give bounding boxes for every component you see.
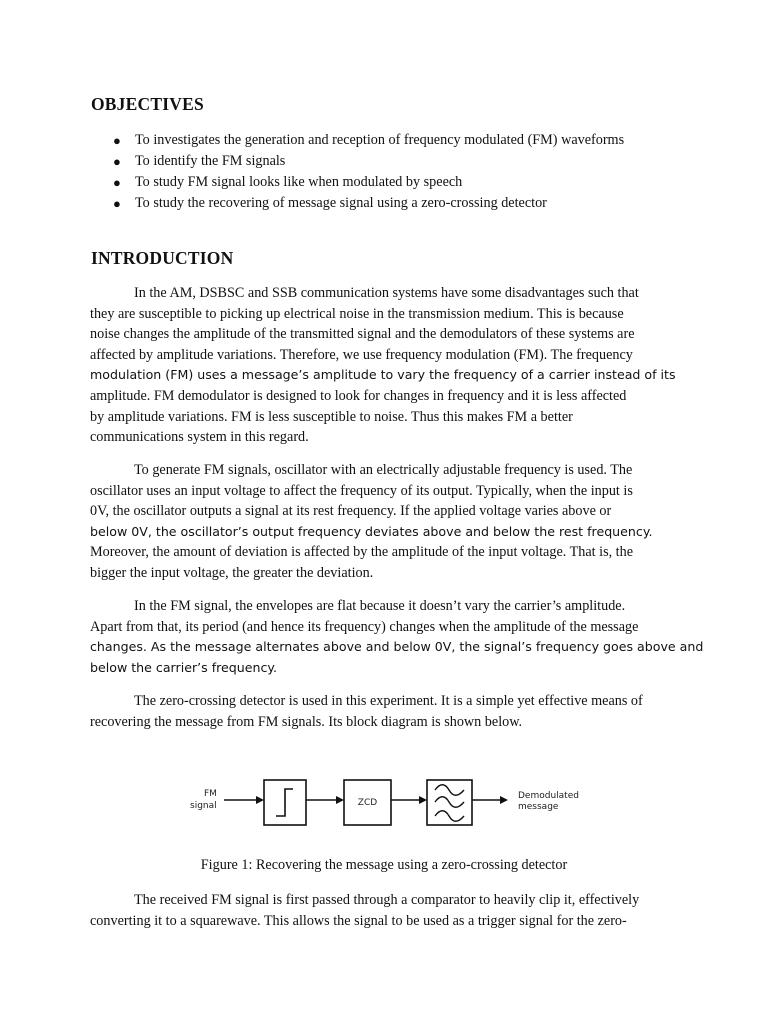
text-line: noise changes the amplitude of the transmitted signal and the demodulators of these systems are: [90, 326, 635, 343]
block-diagram: [180, 770, 600, 836]
text-line: To generate FM signals, oscillator with an electrically adjustable frequency is used. The: [134, 462, 633, 478]
intro-paragraph-5: [90, 890, 680, 931]
bullet-icon: ●: [113, 133, 121, 148]
text-line: In the AM, DSBSC and SSB communication systems have some disadvantages such that: [134, 285, 639, 301]
text-line: below the carrier’s frequency.: [90, 659, 278, 675]
intro-paragraph-2: [90, 460, 680, 584]
list-item-text: To study FM signal looks like when modulated by speech: [135, 174, 463, 190]
list-item: [91, 172, 711, 193]
fm-signal-label-1: FM: [204, 789, 217, 799]
text-line: by amplitude variations. FM is less susceptible to noise. Thus this makes FM a better: [90, 408, 573, 425]
text-line: affected by amplitude variations. Therefore, we use frequency modulation (FM). The frequency: [90, 346, 633, 363]
text-line: Moreover, the amount of deviation is affected by the amplitude of the input voltage. That is, the: [90, 544, 634, 561]
text-line: bigger the input voltage, the greater the deviation.: [90, 564, 374, 581]
text-line: below 0V, the oscillator’s output frequency deviates above and below the rest frequency.: [90, 523, 653, 539]
output-label-1: Demodulated: [518, 791, 579, 801]
arrowhead-icon: [256, 796, 264, 804]
objectives-heading: OBJECTIVES: [91, 94, 204, 114]
list-item: [91, 130, 711, 151]
list-item-text: To study the recovering of message signal using a zero-crossing detector: [135, 195, 547, 211]
zcd-label: ZCD: [357, 798, 378, 808]
bullet-icon: ●: [113, 175, 121, 190]
figure-caption: Figure 1: Recovering the message using a zero-crossing detector: [200, 857, 568, 873]
bullet-icon: ●: [113, 154, 121, 169]
intro-paragraph-1: [90, 283, 680, 448]
list-item-text: To identify the FM signals: [135, 153, 286, 169]
text-line: oscillator uses an input voltage to affect the frequency of its output. Typically, when the input is: [90, 482, 633, 499]
text-line: communications system in this regard.: [90, 429, 309, 446]
text-line: The received FM signal is first passed through a comparator to heavily clip it, effectively: [134, 892, 640, 908]
list-item: [91, 193, 711, 214]
list-item-text: To investigates the generation and reception of frequency modulated (FM) waveforms: [135, 132, 625, 148]
list-item: [91, 151, 711, 172]
fm-signal-label-2: signal: [190, 801, 217, 811]
arrowhead-icon: [336, 796, 344, 804]
text-line: they are susceptible to picking up electrical noise in the transmission medium. This is because: [90, 305, 624, 322]
intro-paragraph-3: [90, 596, 704, 678]
text-line: recovering the message from FM signals. Its block diagram is shown below.: [90, 713, 523, 730]
text-line: modulation (FM) uses a message’s amplitude to vary the frequency of a carrier instead of its: [90, 367, 676, 383]
objectives-list: [91, 130, 711, 214]
text-line: amplitude. FM demodulator is designed to look for changes in frequency and it is less affected: [90, 387, 627, 404]
text-line: converting it to a squarewave. This allows the signal to be used as a trigger signal for the zero-: [90, 912, 627, 929]
text-line: In the FM signal, the envelopes are flat because it doesn’t vary the carrier’s amplitude.: [134, 598, 626, 614]
text-line: changes. As the message alternates above and below 0V, the signal’s frequency goes above and: [90, 639, 704, 655]
arrowhead-icon: [419, 796, 427, 804]
introduction-heading: INTRODUCTION: [91, 248, 234, 268]
intro-paragraph-4: [90, 691, 680, 732]
text-line: Apart from that, its period (and hence its frequency) changes when the amplitude of the message: [90, 618, 639, 635]
bullet-icon: ●: [113, 196, 121, 211]
text-line: The zero-crossing detector is used in this experiment. It is a simple yet effective means of: [134, 693, 643, 709]
arrowhead-icon: [500, 796, 508, 804]
output-label-2: message: [518, 802, 559, 812]
text-line: 0V, the oscillator outputs a signal at its rest frequency. If the applied voltage varies above or: [90, 503, 612, 520]
